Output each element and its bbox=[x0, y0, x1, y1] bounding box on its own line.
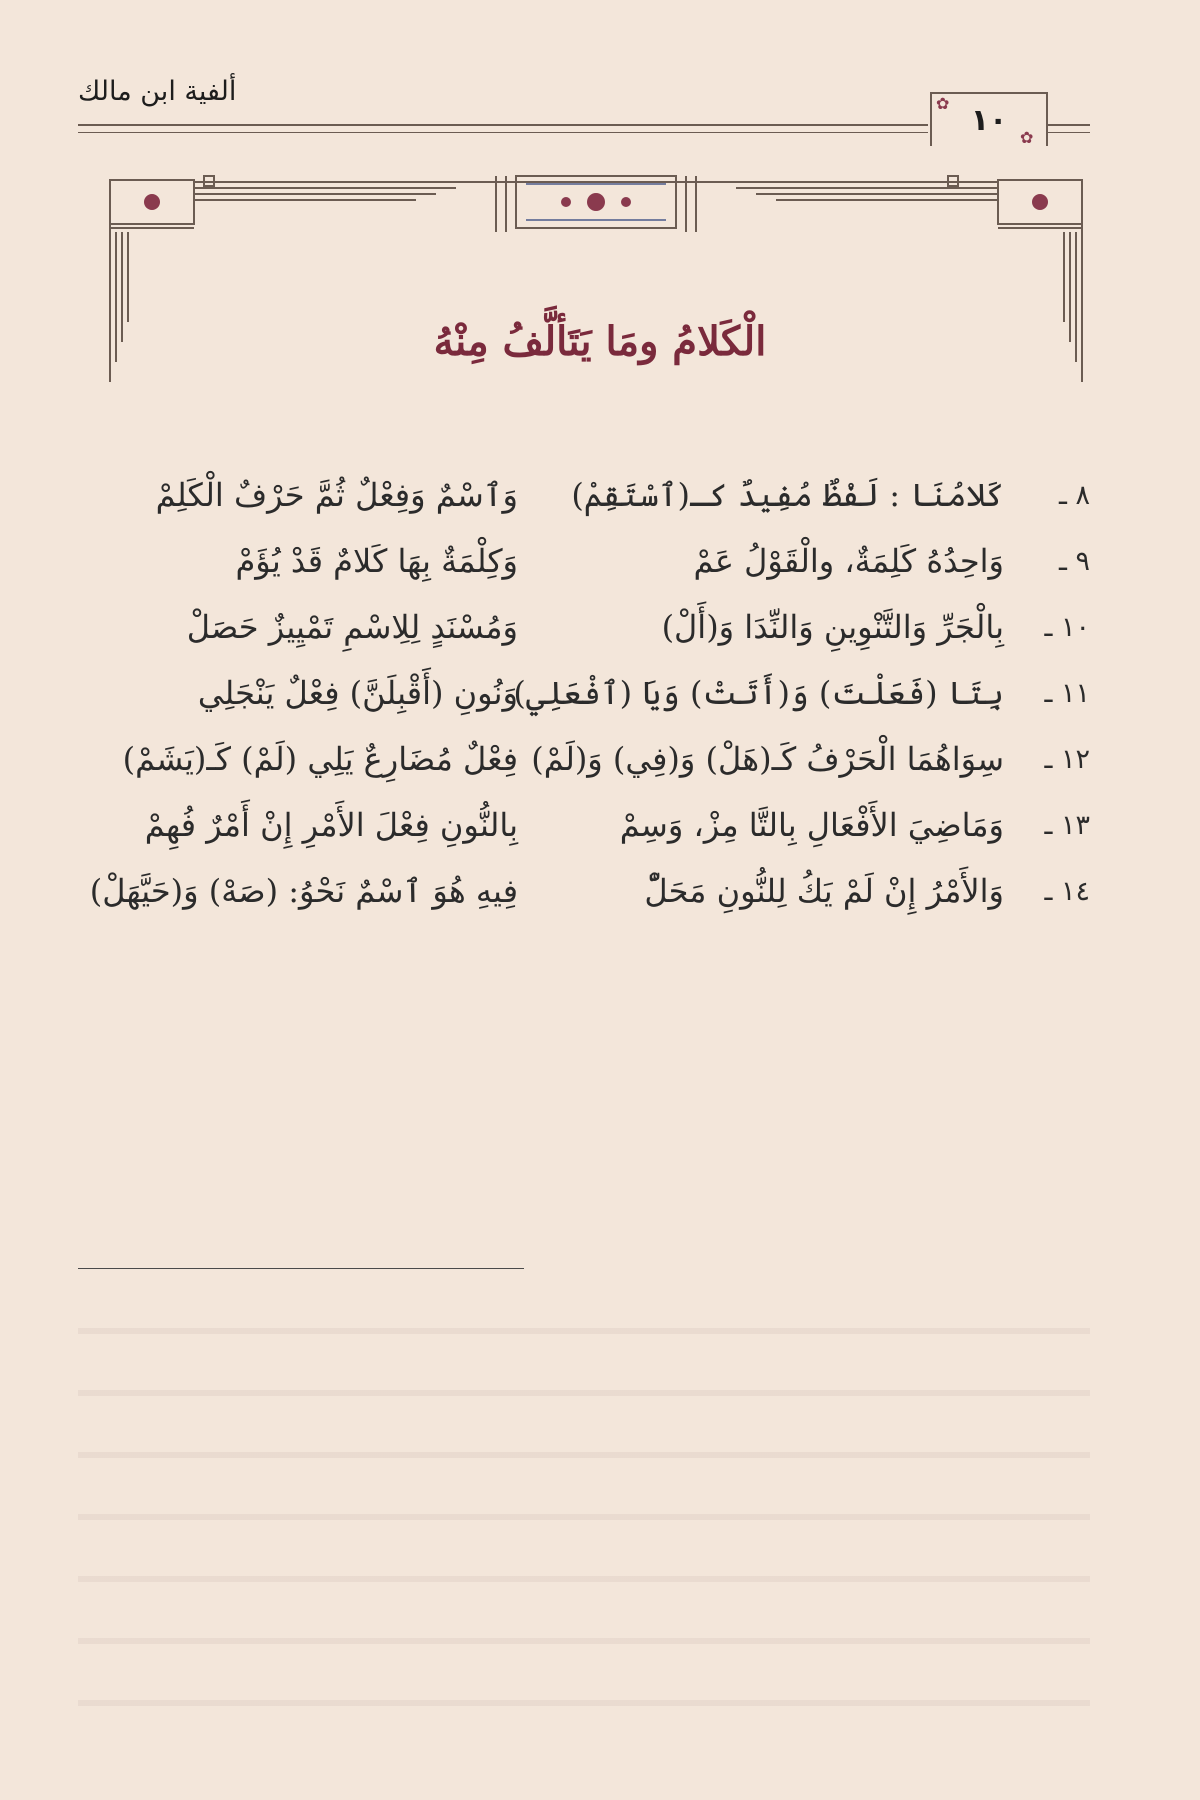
flower-ornament-icon: ✿ bbox=[936, 94, 950, 113]
verse-first-hemistich: بِالْجَرِّ وَالتَّنْوِينِ وَالنِّدَا وَ(أَلْ) bbox=[661, 608, 1004, 646]
verse-first-hemistich: وَمَاضِيَ الأَفْعَالِ بِالتَّا مِزْ، وَسِمْ bbox=[619, 806, 1004, 844]
verse-second-hemistich: بِالنُّونِ فِعْلَ الأَمْرِ إِنْ أَمْرٌ فُهِمْ bbox=[144, 806, 518, 844]
verse-row bbox=[78, 594, 1090, 660]
verse-second-hemistich: وَكِلْمَةٌ بِهَا كَلامٌ قَدْ يُؤَمْ bbox=[235, 542, 518, 580]
verse-number: ٨ ـ bbox=[1058, 479, 1090, 511]
verse-second-hemistich: وَنُونِ (أَقْبِلَنَّ) فِعْلٌ يَنْجَلِي bbox=[197, 674, 518, 712]
verse-row bbox=[78, 858, 1090, 924]
show-through-text-area bbox=[78, 1290, 1090, 1730]
verse-row bbox=[78, 792, 1090, 858]
page-number: ١٠ bbox=[970, 102, 1008, 138]
verse-row bbox=[78, 462, 1090, 528]
verse-number: ١٢ ـ bbox=[1044, 743, 1090, 775]
verse-row bbox=[78, 528, 1090, 594]
verse-first-hemistich: بِتَا (فَعَلْتَ) وَ(أَتَتْ) وَيَا (ٱفْعَلِي) bbox=[513, 674, 1004, 712]
verse-first-hemistich: سِوَاهُمَا الْحَرْفُ كَـ(هَلْ) وَ(فِي) وَ(لَمْ) bbox=[531, 740, 1004, 778]
verse-number: ١٣ ـ bbox=[1044, 809, 1090, 841]
header-rule bbox=[78, 124, 928, 133]
verse-number: ١١ ـ bbox=[1044, 677, 1090, 709]
verse-row bbox=[78, 726, 1090, 792]
verse-first-hemistich: كَلامُنَا : لَفْظٌ مُفِيدٌ كـ(ٱسْتَقِمْ) bbox=[571, 476, 1004, 514]
verse-second-hemistich: فِيهِ هُوَ ٱسْمٌ نَحْوُ: (صَهْ) وَ(حَيَّهَلْ) bbox=[89, 872, 518, 910]
verse-number: ٩ ـ bbox=[1058, 545, 1090, 577]
verse-first-hemistich: وَاحِدُهُ كَلِمَةٌ، والْقَوْلُ عَمْ bbox=[693, 542, 1004, 580]
verse-first-hemistich: وَالأَمْرُ إِنْ لَمْ يَكُ لِلنُّونِ مَحَلّْ bbox=[644, 872, 1004, 910]
verse-number: ١٤ ـ bbox=[1044, 875, 1090, 907]
verse-list bbox=[78, 462, 1090, 924]
footnote-separator bbox=[78, 1268, 524, 1269]
chapter-title: الْكَلامُ ومَا يَتَألَّفُ مِنْهُ bbox=[433, 318, 767, 365]
verse-row bbox=[78, 660, 1090, 726]
verse-second-hemistich: فِعْلٌ مُضَارِعٌ يَلِي (لَمْ) كَـ(يَشَمْ) bbox=[122, 740, 518, 778]
running-header-title: ألفية ابن مالك bbox=[78, 76, 237, 107]
verse-second-hemistich: وَٱسْمٌ وَفِعْلٌ ثُمَّ حَرْفٌ الْكَلِمْ bbox=[155, 476, 518, 514]
flower-ornament-icon: ✿ bbox=[1020, 128, 1034, 147]
header-rule-right bbox=[1048, 124, 1090, 133]
verse-second-hemistich: وَمُسْنَدٍ لِلِاسْمِ تَمْيِيزٌ حَصَلْ bbox=[186, 608, 518, 646]
verse-number: ١٠ ـ bbox=[1044, 611, 1090, 643]
